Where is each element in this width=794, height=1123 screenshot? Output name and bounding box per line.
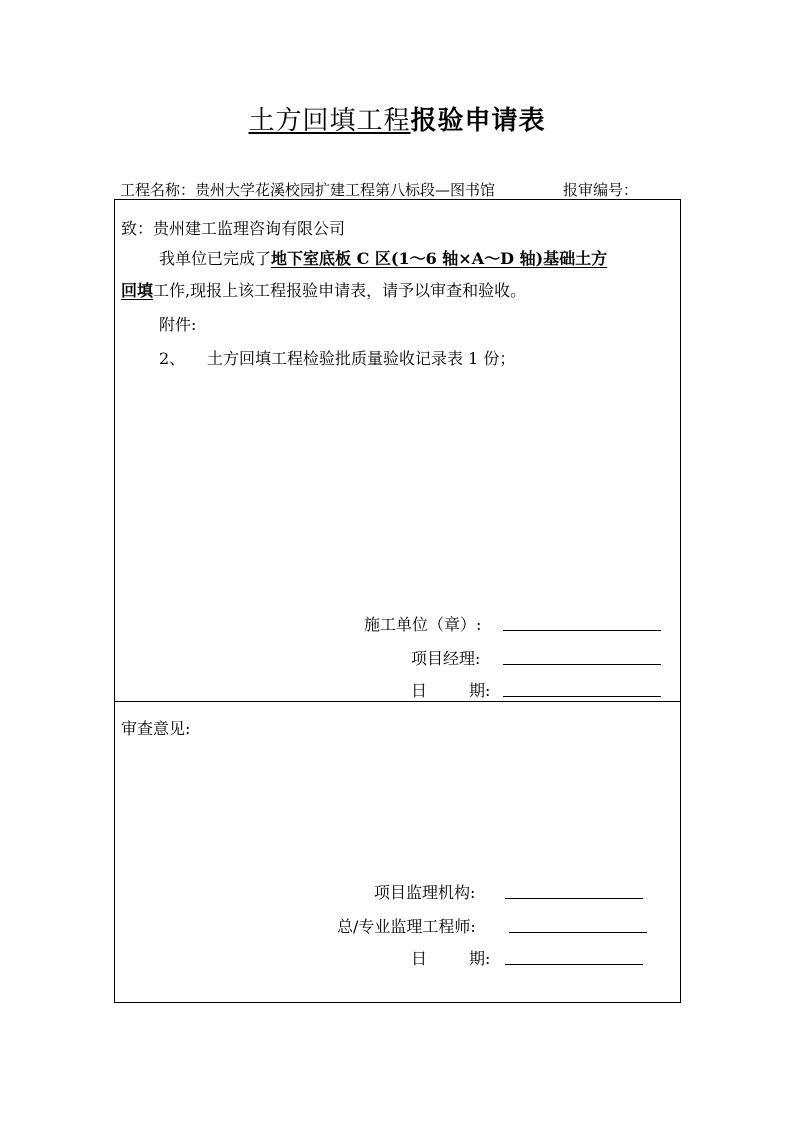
supervision-engineer-blank[interactable] (509, 916, 647, 933)
application-date-label-b: 期: (469, 681, 491, 700)
project-name: 贵州大学花溪校园扩建工程第八标段—图书馆 (195, 181, 496, 199)
body-text-request: 工作,现报上该工程报验申请表，请予以审查和验收。 (153, 281, 527, 300)
work-item-description-end: 回填 (121, 281, 154, 300)
addressee-value: 贵州建工监理咨询有限公司 (153, 219, 346, 238)
addressee-label: 致： (121, 219, 154, 238)
project-name-line (120, 179, 495, 200)
construction-unit-label: 施工单位（章）: (364, 615, 482, 634)
review-date-label-a: 日 (411, 949, 428, 968)
attachment-label: 附件: (159, 315, 197, 334)
title-underlined: 土方回填工程 (248, 106, 411, 136)
body-line-2 (121, 278, 526, 301)
application-date-blank[interactable] (503, 680, 661, 697)
application-section (114, 199, 681, 702)
supervision-org-blank[interactable] (505, 882, 643, 899)
construction-unit-blank[interactable] (503, 614, 661, 631)
attachment-item-text: 土方回填工程检验批质量验收记录表 1 份； (207, 349, 516, 368)
work-item-description: 地下室底板 C 区(1～6 轴×A～D 轴)基础土方 (271, 249, 608, 268)
addressee-line (121, 216, 345, 239)
supervision-engineer-label: 总/专业监理工程师: (337, 917, 476, 936)
review-section (114, 701, 681, 1003)
project-label: 工程名称： (120, 181, 196, 199)
application-date-label-a: 日 (411, 681, 428, 700)
body-text-intro: 我单位已完成了 (159, 249, 272, 268)
project-manager-label: 项目经理: (411, 649, 481, 668)
page-title (0, 100, 794, 137)
review-opinion-label: 审查意见: (121, 719, 191, 738)
title-bold: 报验申请表 (410, 106, 546, 136)
body-line-1 (159, 246, 607, 269)
project-manager-blank[interactable] (503, 648, 661, 665)
attachment-item-number: 2、 (159, 349, 186, 368)
review-date-blank[interactable] (505, 948, 643, 965)
report-number-label: 报审编号： (563, 181, 639, 199)
supervision-org-label: 项目监理机构: (374, 883, 476, 902)
construction-unit-signature (364, 612, 481, 635)
review-date-label-b: 期: (469, 949, 491, 968)
